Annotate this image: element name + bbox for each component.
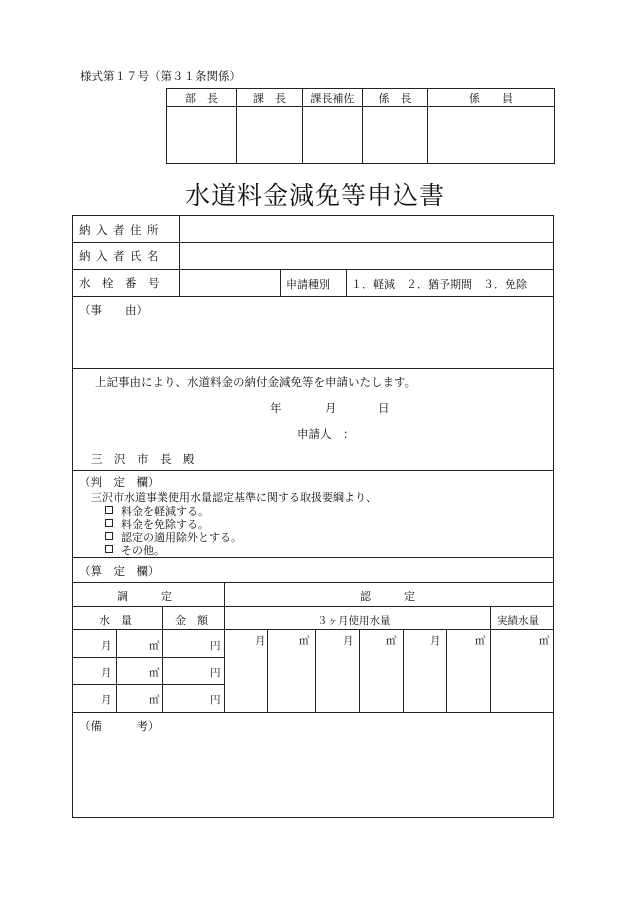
cert-month2-unit: 月	[343, 635, 354, 647]
meter-number-field[interactable]	[180, 270, 280, 296]
calculation-label: （算 定 欄）	[79, 564, 160, 578]
checkbox-exempt[interactable]	[105, 519, 113, 527]
option-reduce-label: 料金を軽減する。	[121, 505, 209, 518]
declaration-text: 上記事由により、水道料金の納付金減免等を申請いたします。	[95, 375, 417, 389]
date-year-label: 年	[270, 401, 282, 415]
actual-usage-header: 実績水量	[497, 615, 539, 627]
option-not-applicable-label: 認定の適用除外とする。	[121, 531, 242, 544]
name-label: 納入者氏名	[79, 249, 164, 263]
adjust-row2-m3-unit: ㎥	[149, 667, 160, 679]
role-subsection-chief: 係 長	[363, 89, 428, 107]
applicant-label: 申請人 ：	[297, 427, 355, 441]
cert-usage3-m3-unit: ㎥	[475, 635, 486, 647]
actual-usage-m3-unit: ㎥	[539, 635, 550, 647]
adjust-row1-m3-unit: ㎥	[149, 640, 160, 652]
application-form	[72, 215, 554, 818]
meter-number-label: 水 栓 番 号	[79, 276, 160, 290]
checkbox-reduce[interactable]	[105, 506, 113, 514]
stamp-box-staff[interactable]	[428, 107, 555, 164]
adjust-row3-month-unit: 月	[101, 694, 112, 706]
name-field[interactable]	[180, 243, 553, 269]
role-assistant-chief: 課長補佐	[303, 89, 363, 107]
cert-usage1-m3-unit: ㎥	[299, 635, 310, 647]
cert-month1-unit: 月	[255, 635, 266, 647]
role-department-head: 部 長	[167, 89, 237, 107]
cert-month3-unit: 月	[430, 635, 441, 647]
stamp-box-assistant-chief[interactable]	[303, 107, 363, 164]
adjust-row1-yen-unit: 円	[210, 640, 221, 652]
remarks-field[interactable]	[73, 736, 553, 816]
amount-header: 金 額	[175, 614, 208, 627]
date-day-label: 日	[378, 401, 390, 415]
address-label: 納入者住所	[79, 223, 164, 237]
water-amount-header: 水 量	[99, 614, 132, 627]
request-type-options[interactable]: １．軽減 ２．猶予期間 ３．免除	[351, 278, 527, 291]
adjust-row3-m3-unit: ㎥	[149, 694, 160, 706]
applicant-field[interactable]	[357, 422, 547, 440]
stamp-box-subsection-chief[interactable]	[363, 107, 428, 164]
checkbox-not-applicable[interactable]	[105, 532, 113, 540]
role-staff: 係 員	[428, 89, 555, 107]
request-type-label: 申請種別	[286, 278, 330, 291]
date-month-label: 月	[325, 401, 337, 415]
cert-usage2-m3-unit: ㎥	[386, 635, 397, 647]
reason-field[interactable]	[73, 320, 553, 366]
page-title: 水道料金減免等申込書	[184, 181, 445, 210]
option-other-label: その他。	[121, 544, 165, 557]
judgment-basis: 三沢市水道事業使用水量認定基準に関する取扱要綱より、	[91, 491, 377, 504]
adjustment-header: 調 定	[117, 590, 172, 603]
checkbox-other[interactable]	[105, 545, 113, 553]
certification-header: 認 定	[360, 590, 415, 603]
stamp-box-department-head[interactable]	[167, 107, 237, 164]
adjust-row1-month-unit: 月	[101, 640, 112, 652]
adjust-row2-month-unit: 月	[101, 667, 112, 679]
address-field[interactable]	[180, 216, 553, 242]
adjust-row2-yen-unit: 円	[210, 667, 221, 679]
remarks-label: （備 考）	[79, 719, 160, 733]
three-month-usage-header: ３ヶ月使用水量	[317, 615, 391, 627]
role-section-chief: 課 長	[237, 89, 303, 107]
approval-stamp-table	[166, 88, 555, 164]
judgment-label: （判 定 欄）	[79, 475, 160, 489]
form-number: 様式第１７号（第３１条関係）	[80, 69, 241, 83]
reason-label: （事 由）	[79, 303, 148, 317]
stamp-box-section-chief[interactable]	[237, 107, 303, 164]
addressee: 三 沢 市 長 殿	[91, 452, 195, 466]
adjust-row3-yen-unit: 円	[210, 694, 221, 706]
option-exempt-label: 料金を免除する。	[121, 518, 209, 531]
